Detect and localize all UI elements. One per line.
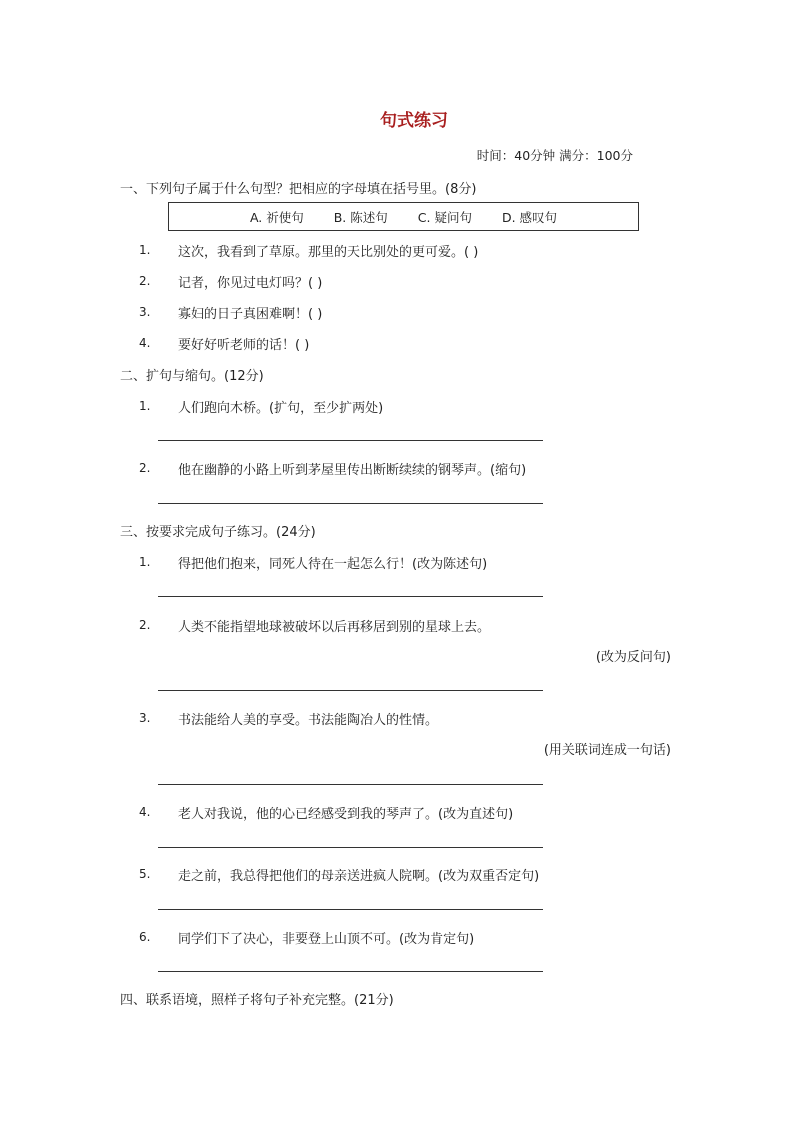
answer-line[interactable] — [158, 440, 543, 441]
option-d: D. 感叹句 — [501, 209, 558, 225]
answer-line[interactable] — [158, 690, 543, 691]
option-c: C. 疑问句 — [417, 209, 472, 225]
question-text: 这次，我看到了草原。那里的天比别处的更可爱。( ) — [178, 245, 479, 260]
option-b: B. 陈述句 — [333, 209, 388, 225]
option-a: A. 祈使句 — [249, 209, 304, 225]
answer-line[interactable] — [158, 784, 543, 785]
item-number: 3. — [139, 305, 151, 319]
answer-line[interactable] — [158, 971, 543, 972]
question-text: 寡妇的日子真困难啊！( ) — [178, 307, 323, 322]
question-text: 得把他们抱来，同死人待在一起怎么行！(改为陈述句) — [178, 557, 488, 572]
section-1-heading: 一、下列句子属于什么句型？把相应的字母填在括号里。(8分) — [120, 182, 477, 197]
question-text: 书法能给人美的享受。书法能陶冶人的性情。 — [178, 713, 439, 728]
page-title: 句式练习 — [380, 111, 448, 131]
item-number: 4. — [139, 805, 151, 819]
answer-line[interactable] — [158, 596, 543, 597]
item-number: 1. — [139, 555, 151, 569]
exam-meta: 时间：40分钟 满分：100分 — [476, 148, 633, 163]
question-text: 走之前，我总得把他们的母亲送进疯人院啊。(改为双重否定句) — [178, 869, 540, 884]
item-number: 6. — [139, 930, 151, 944]
section-3-heading: 三、按要求完成句子练习。(24分) — [120, 525, 316, 540]
item-number: 5. — [139, 867, 151, 881]
instruction-note: (改为反问句) — [595, 650, 671, 665]
question-text: 同学们下了决心，非要登上山顶不可。(改为肯定句) — [178, 932, 475, 947]
item-number: 2. — [139, 274, 151, 288]
question-text: 老人对我说，他的心已经感受到我的琴声了。(改为直述句) — [178, 807, 514, 822]
question-text: 要好好听老师的话！( ) — [178, 338, 310, 353]
answer-line[interactable] — [158, 503, 543, 504]
item-number: 4. — [139, 336, 151, 350]
answer-line[interactable] — [158, 847, 543, 848]
question-text: 人类不能指望地球被破坏以后再移居到别的星球上去。 — [178, 620, 491, 635]
answer-line[interactable] — [158, 909, 543, 910]
options-box — [168, 202, 639, 231]
item-number: 2. — [139, 461, 151, 475]
section-2-heading: 二、扩句与缩句。(12分) — [120, 369, 264, 384]
item-number: 3. — [139, 711, 151, 725]
section-4-heading: 四、联系语境，照样子将句子补充完整。(21分) — [120, 993, 394, 1008]
question-text: 人们跑向木桥。(扩句，至少扩两处) — [178, 401, 384, 416]
item-number: 1. — [139, 399, 151, 413]
item-number: 2. — [139, 618, 151, 632]
instruction-note: (用关联词连成一句话) — [543, 743, 671, 758]
item-number: 1. — [139, 243, 151, 257]
question-text: 记者，你见过电灯吗？( ) — [178, 276, 323, 291]
question-text: 他在幽静的小路上听到茅屋里传出断断续续的钢琴声。(缩句) — [178, 463, 527, 478]
